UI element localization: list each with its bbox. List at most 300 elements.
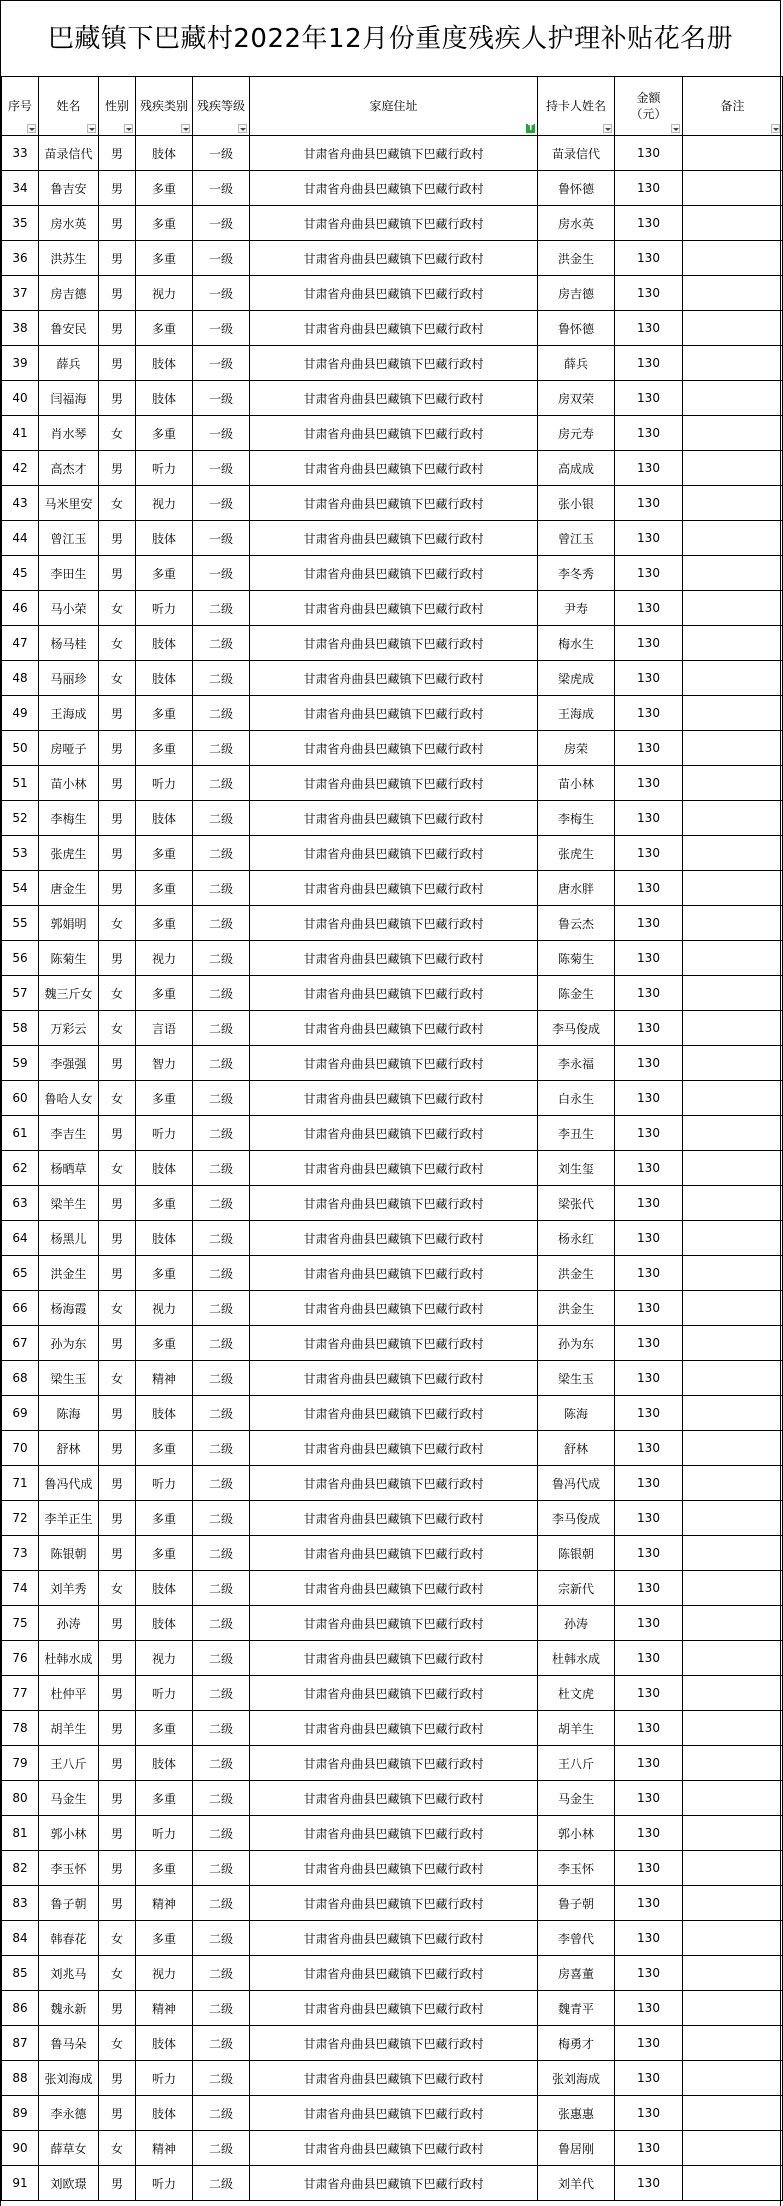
cell-category[interactable]: 言语	[136, 1011, 193, 1046]
cell-seq[interactable]: 35	[2, 206, 39, 241]
cell-seq[interactable]: 72	[2, 1501, 39, 1536]
cell-remark[interactable]	[683, 1921, 783, 1956]
cell-address[interactable]: 甘肃省舟曲县巴藏镇下巴藏行政村	[250, 416, 538, 451]
cell-seq[interactable]: 76	[2, 1641, 39, 1676]
cell-seq[interactable]: 58	[2, 1011, 39, 1046]
cell-category[interactable]: 听力	[136, 1676, 193, 1711]
cell-sex[interactable]: 男	[99, 1991, 136, 2026]
cell-amount[interactable]: 130	[615, 871, 683, 906]
cell-amount[interactable]: 130	[615, 206, 683, 241]
cell-grade[interactable]: 二级	[193, 871, 250, 906]
cell-remark[interactable]	[683, 1571, 783, 1606]
cell-amount[interactable]: 130	[615, 1816, 683, 1851]
cell-remark[interactable]	[683, 1711, 783, 1746]
cell-grade[interactable]: 二级	[193, 1326, 250, 1361]
cell-name[interactable]: 刘兆马	[39, 1956, 99, 1991]
cell-address[interactable]: 甘肃省舟曲县巴藏镇下巴藏行政村	[250, 1571, 538, 1606]
cell-address[interactable]: 甘肃省舟曲县巴藏镇下巴藏行政村	[250, 1536, 538, 1571]
cell-sex[interactable]: 女	[99, 1921, 136, 1956]
cell-remark[interactable]	[683, 696, 783, 731]
cell-amount[interactable]: 130	[615, 346, 683, 381]
cell-holder[interactable]: 白永生	[538, 1081, 615, 1116]
cell-holder[interactable]: 唐水胖	[538, 871, 615, 906]
cell-sex[interactable]: 男	[99, 1781, 136, 1816]
cell-category[interactable]: 视力	[136, 1641, 193, 1676]
cell-sex[interactable]: 女	[99, 626, 136, 661]
cell-grade[interactable]: 一级	[193, 311, 250, 346]
cell-remark[interactable]	[683, 1851, 783, 1886]
cell-address[interactable]: 甘肃省舟曲县巴藏镇下巴藏行政村	[250, 1886, 538, 1921]
cell-holder[interactable]: 洪金生	[538, 241, 615, 276]
cell-name[interactable]: 鲁冯代成	[39, 1466, 99, 1501]
cell-holder[interactable]: 马金生	[538, 1781, 615, 1816]
cell-remark[interactable]	[683, 2131, 783, 2166]
filter-dropdown-icon[interactable]	[124, 124, 133, 133]
cell-address[interactable]: 甘肃省舟曲县巴藏镇下巴藏行政村	[250, 1186, 538, 1221]
cell-category[interactable]: 多重	[136, 1081, 193, 1116]
cell-name[interactable]: 孙为东	[39, 1326, 99, 1361]
cell-sex[interactable]: 男	[99, 346, 136, 381]
cell-grade[interactable]: 一级	[193, 451, 250, 486]
cell-seq[interactable]: 50	[2, 731, 39, 766]
cell-remark[interactable]	[683, 1396, 783, 1431]
cell-category[interactable]: 多重	[136, 206, 193, 241]
cell-holder[interactable]: 鲁子朝	[538, 1886, 615, 1921]
cell-category[interactable]: 多重	[136, 976, 193, 1011]
cell-grade[interactable]: 二级	[193, 696, 250, 731]
cell-holder[interactable]: 张惠惠	[538, 2096, 615, 2131]
cell-remark[interactable]	[683, 136, 783, 171]
cell-holder[interactable]: 王八斤	[538, 1746, 615, 1781]
cell-name[interactable]: 杜仲平	[39, 1676, 99, 1711]
cell-sex[interactable]: 男	[99, 871, 136, 906]
cell-seq[interactable]: 39	[2, 346, 39, 381]
cell-grade[interactable]: 一级	[193, 346, 250, 381]
cell-seq[interactable]: 78	[2, 1711, 39, 1746]
filter-active-icon[interactable]	[526, 124, 535, 133]
cell-category[interactable]: 肢体	[136, 1746, 193, 1781]
cell-amount[interactable]: 130	[615, 696, 683, 731]
cell-remark[interactable]	[683, 1676, 783, 1711]
cell-grade[interactable]: 二级	[193, 1606, 250, 1641]
cell-seq[interactable]: 52	[2, 801, 39, 836]
cell-name[interactable]: 马米里安	[39, 486, 99, 521]
cell-seq[interactable]: 77	[2, 1676, 39, 1711]
cell-name[interactable]: 张虎生	[39, 836, 99, 871]
cell-sex[interactable]: 男	[99, 241, 136, 276]
cell-seq[interactable]: 65	[2, 1256, 39, 1291]
column-header-name[interactable]	[39, 77, 99, 136]
cell-grade[interactable]: 二级	[193, 1081, 250, 1116]
cell-address[interactable]: 甘肃省舟曲县巴藏镇下巴藏行政村	[250, 731, 538, 766]
cell-address[interactable]: 甘肃省舟曲县巴藏镇下巴藏行政村	[250, 2166, 538, 2201]
cell-holder[interactable]: 孙涛	[538, 1606, 615, 1641]
cell-grade[interactable]: 二级	[193, 661, 250, 696]
cell-sex[interactable]: 男	[99, 1396, 136, 1431]
cell-holder[interactable]: 李马俊成	[538, 1501, 615, 1536]
cell-remark[interactable]	[683, 1746, 783, 1781]
cell-amount[interactable]: 130	[615, 171, 683, 206]
cell-amount[interactable]: 130	[615, 556, 683, 591]
cell-name[interactable]: 鲁子朝	[39, 1886, 99, 1921]
cell-remark[interactable]	[683, 1606, 783, 1641]
cell-name[interactable]: 鲁马朵	[39, 2026, 99, 2061]
cell-remark[interactable]	[683, 836, 783, 871]
cell-name[interactable]: 孙涛	[39, 1606, 99, 1641]
cell-seq[interactable]: 81	[2, 1816, 39, 1851]
cell-address[interactable]: 甘肃省舟曲县巴藏镇下巴藏行政村	[250, 941, 538, 976]
cell-seq[interactable]: 34	[2, 171, 39, 206]
cell-name[interactable]: 杨海霞	[39, 1291, 99, 1326]
cell-amount[interactable]: 130	[615, 976, 683, 1011]
cell-sex[interactable]: 男	[99, 2061, 136, 2096]
cell-seq[interactable]: 82	[2, 1851, 39, 1886]
cell-amount[interactable]: 130	[615, 1466, 683, 1501]
cell-address[interactable]: 甘肃省舟曲县巴藏镇下巴藏行政村	[250, 626, 538, 661]
cell-sex[interactable]: 女	[99, 1151, 136, 1186]
cell-amount[interactable]: 130	[615, 2096, 683, 2131]
cell-name[interactable]: 马丽珍	[39, 661, 99, 696]
cell-category[interactable]: 多重	[136, 311, 193, 346]
cell-address[interactable]: 甘肃省舟曲县巴藏镇下巴藏行政村	[250, 661, 538, 696]
cell-amount[interactable]: 130	[615, 311, 683, 346]
cell-holder[interactable]: 杜文虎	[538, 1676, 615, 1711]
cell-holder[interactable]: 房元寿	[538, 416, 615, 451]
cell-name[interactable]: 胡羊生	[39, 1711, 99, 1746]
cell-holder[interactable]: 李马俊成	[538, 1011, 615, 1046]
cell-sex[interactable]: 男	[99, 1536, 136, 1571]
cell-amount[interactable]: 130	[615, 1536, 683, 1571]
cell-holder[interactable]: 陈金生	[538, 976, 615, 1011]
cell-seq[interactable]: 68	[2, 1361, 39, 1396]
cell-address[interactable]: 甘肃省舟曲县巴藏镇下巴藏行政村	[250, 906, 538, 941]
cell-category[interactable]: 肢体	[136, 1571, 193, 1606]
cell-sex[interactable]: 男	[99, 556, 136, 591]
cell-remark[interactable]	[683, 241, 783, 276]
cell-sex[interactable]: 男	[99, 1221, 136, 1256]
cell-name[interactable]: 房吉德	[39, 276, 99, 311]
cell-address[interactable]: 甘肃省舟曲县巴藏镇下巴藏行政村	[250, 1431, 538, 1466]
cell-category[interactable]: 肢体	[136, 1151, 193, 1186]
cell-remark[interactable]	[683, 1116, 783, 1151]
cell-holder[interactable]: 孙为东	[538, 1326, 615, 1361]
cell-category[interactable]: 多重	[136, 1536, 193, 1571]
cell-sex[interactable]: 男	[99, 276, 136, 311]
cell-address[interactable]: 甘肃省舟曲县巴藏镇下巴藏行政村	[250, 2131, 538, 2166]
cell-remark[interactable]	[683, 1186, 783, 1221]
cell-amount[interactable]: 130	[615, 1361, 683, 1396]
cell-name[interactable]: 张刘海成	[39, 2061, 99, 2096]
cell-amount[interactable]: 130	[615, 1886, 683, 1921]
cell-address[interactable]: 甘肃省舟曲县巴藏镇下巴藏行政村	[250, 1641, 538, 1676]
cell-amount[interactable]: 130	[615, 1956, 683, 1991]
cell-remark[interactable]	[683, 2026, 783, 2061]
cell-amount[interactable]: 130	[615, 2131, 683, 2166]
cell-holder[interactable]: 尹寿	[538, 591, 615, 626]
cell-seq[interactable]: 55	[2, 906, 39, 941]
cell-remark[interactable]	[683, 381, 783, 416]
cell-category[interactable]: 多重	[136, 906, 193, 941]
cell-seq[interactable]: 67	[2, 1326, 39, 1361]
cell-amount[interactable]: 130	[615, 626, 683, 661]
cell-holder[interactable]: 陈银朝	[538, 1536, 615, 1571]
cell-grade[interactable]: 二级	[193, 1151, 250, 1186]
cell-address[interactable]: 甘肃省舟曲县巴藏镇下巴藏行政村	[250, 1816, 538, 1851]
cell-seq[interactable]: 79	[2, 1746, 39, 1781]
cell-category[interactable]: 视力	[136, 941, 193, 976]
cell-category[interactable]: 多重	[136, 416, 193, 451]
cell-category[interactable]: 多重	[136, 836, 193, 871]
cell-amount[interactable]: 130	[615, 1851, 683, 1886]
cell-sex[interactable]: 男	[99, 206, 136, 241]
cell-holder[interactable]: 杨永红	[538, 1221, 615, 1256]
cell-remark[interactable]	[683, 521, 783, 556]
cell-holder[interactable]: 高成成	[538, 451, 615, 486]
cell-category[interactable]: 多重	[136, 1431, 193, 1466]
cell-address[interactable]: 甘肃省舟曲县巴藏镇下巴藏行政村	[250, 1466, 538, 1501]
cell-name[interactable]: 鲁哈人女	[39, 1081, 99, 1116]
cell-category[interactable]: 多重	[136, 556, 193, 591]
cell-seq[interactable]: 54	[2, 871, 39, 906]
cell-sex[interactable]: 男	[99, 521, 136, 556]
cell-name[interactable]: 陈银朝	[39, 1536, 99, 1571]
cell-holder[interactable]: 李梅生	[538, 801, 615, 836]
column-header-category[interactable]	[136, 77, 193, 136]
cell-category[interactable]: 听力	[136, 2166, 193, 2201]
cell-remark[interactable]	[683, 2166, 783, 2201]
cell-grade[interactable]: 二级	[193, 1396, 250, 1431]
cell-category[interactable]: 肢体	[136, 346, 193, 381]
cell-holder[interactable]: 房水英	[538, 206, 615, 241]
cell-name[interactable]: 薛兵	[39, 346, 99, 381]
cell-name[interactable]: 苗小林	[39, 766, 99, 801]
cell-grade[interactable]: 一级	[193, 381, 250, 416]
cell-remark[interactable]	[683, 416, 783, 451]
cell-holder[interactable]: 张虎生	[538, 836, 615, 871]
cell-name[interactable]: 唐金生	[39, 871, 99, 906]
cell-address[interactable]: 甘肃省舟曲县巴藏镇下巴藏行政村	[250, 451, 538, 486]
cell-grade[interactable]: 一级	[193, 486, 250, 521]
cell-name[interactable]: 舒林	[39, 1431, 99, 1466]
cell-amount[interactable]: 130	[615, 1571, 683, 1606]
cell-remark[interactable]	[683, 451, 783, 486]
cell-amount[interactable]: 130	[615, 1396, 683, 1431]
cell-sex[interactable]: 女	[99, 906, 136, 941]
cell-seq[interactable]: 41	[2, 416, 39, 451]
cell-sex[interactable]: 男	[99, 1046, 136, 1081]
filter-dropdown-icon[interactable]	[671, 124, 680, 133]
cell-sex[interactable]: 男	[99, 1676, 136, 1711]
cell-name[interactable]: 刘欧璟	[39, 2166, 99, 2201]
cell-holder[interactable]: 郭小林	[538, 1816, 615, 1851]
cell-sex[interactable]: 女	[99, 1081, 136, 1116]
cell-grade[interactable]: 二级	[193, 2061, 250, 2096]
cell-seq[interactable]: 61	[2, 1116, 39, 1151]
cell-address[interactable]: 甘肃省舟曲县巴藏镇下巴藏行政村	[250, 1501, 538, 1536]
cell-address[interactable]: 甘肃省舟曲县巴藏镇下巴藏行政村	[250, 276, 538, 311]
cell-amount[interactable]: 130	[615, 731, 683, 766]
filter-dropdown-icon[interactable]	[27, 124, 36, 133]
cell-remark[interactable]	[683, 591, 783, 626]
column-header-grade[interactable]	[193, 77, 250, 136]
cell-address[interactable]: 甘肃省舟曲县巴藏镇下巴藏行政村	[250, 486, 538, 521]
cell-name[interactable]: 杨黑儿	[39, 1221, 99, 1256]
cell-remark[interactable]	[683, 1046, 783, 1081]
cell-remark[interactable]	[683, 941, 783, 976]
cell-amount[interactable]: 130	[615, 2026, 683, 2061]
cell-holder[interactable]: 舒林	[538, 1431, 615, 1466]
cell-amount[interactable]: 130	[615, 1116, 683, 1151]
cell-holder[interactable]: 张刘海成	[538, 2061, 615, 2096]
cell-sex[interactable]: 女	[99, 591, 136, 626]
cell-name[interactable]: 梁羊生	[39, 1186, 99, 1221]
cell-seq[interactable]: 84	[2, 1921, 39, 1956]
cell-remark[interactable]	[683, 311, 783, 346]
cell-category[interactable]: 视力	[136, 276, 193, 311]
cell-name[interactable]: 肖水琴	[39, 416, 99, 451]
cell-remark[interactable]	[683, 871, 783, 906]
cell-remark[interactable]	[683, 1081, 783, 1116]
cell-address[interactable]: 甘肃省舟曲县巴藏镇下巴藏行政村	[250, 521, 538, 556]
cell-name[interactable]: 高杰才	[39, 451, 99, 486]
cell-holder[interactable]: 薛兵	[538, 346, 615, 381]
cell-seq[interactable]: 74	[2, 1571, 39, 1606]
cell-holder[interactable]: 李冬秀	[538, 556, 615, 591]
cell-grade[interactable]: 二级	[193, 1291, 250, 1326]
cell-name[interactable]: 万彩云	[39, 1011, 99, 1046]
cell-grade[interactable]: 二级	[193, 1571, 250, 1606]
cell-name[interactable]: 陈海	[39, 1396, 99, 1431]
cell-address[interactable]: 甘肃省舟曲县巴藏镇下巴藏行政村	[250, 136, 538, 171]
cell-amount[interactable]: 130	[615, 1781, 683, 1816]
cell-sex[interactable]: 女	[99, 1361, 136, 1396]
cell-seq[interactable]: 33	[2, 136, 39, 171]
cell-category[interactable]: 精神	[136, 2131, 193, 2166]
cell-remark[interactable]	[683, 906, 783, 941]
cell-amount[interactable]: 130	[615, 1606, 683, 1641]
cell-grade[interactable]: 二级	[193, 2166, 250, 2201]
cell-category[interactable]: 多重	[136, 1186, 193, 1221]
cell-seq[interactable]: 38	[2, 311, 39, 346]
cell-holder[interactable]: 鲁云杰	[538, 906, 615, 941]
cell-grade[interactable]: 二级	[193, 1221, 250, 1256]
cell-address[interactable]: 甘肃省舟曲县巴藏镇下巴藏行政村	[250, 766, 538, 801]
cell-remark[interactable]	[683, 801, 783, 836]
cell-category[interactable]: 听力	[136, 1816, 193, 1851]
cell-grade[interactable]: 一级	[193, 521, 250, 556]
cell-address[interactable]: 甘肃省舟曲县巴藏镇下巴藏行政村	[250, 1921, 538, 1956]
cell-holder[interactable]: 房荣	[538, 731, 615, 766]
cell-holder[interactable]: 房喜董	[538, 1956, 615, 1991]
cell-address[interactable]: 甘肃省舟曲县巴藏镇下巴藏行政村	[250, 1956, 538, 1991]
cell-grade[interactable]: 二级	[193, 906, 250, 941]
cell-remark[interactable]	[683, 556, 783, 591]
cell-sex[interactable]: 男	[99, 1186, 136, 1221]
cell-remark[interactable]	[683, 346, 783, 381]
cell-sex[interactable]: 男	[99, 451, 136, 486]
cell-category[interactable]: 精神	[136, 1361, 193, 1396]
cell-holder[interactable]: 鲁怀德	[538, 171, 615, 206]
cell-holder[interactable]: 梁生玉	[538, 1361, 615, 1396]
cell-remark[interactable]	[683, 1501, 783, 1536]
cell-grade[interactable]: 二级	[193, 1851, 250, 1886]
cell-category[interactable]: 肢体	[136, 521, 193, 556]
filter-dropdown-icon[interactable]	[603, 124, 612, 133]
cell-address[interactable]: 甘肃省舟曲县巴藏镇下巴藏行政村	[250, 1151, 538, 1186]
cell-sex[interactable]: 男	[99, 381, 136, 416]
cell-name[interactable]: 郭小林	[39, 1816, 99, 1851]
cell-holder[interactable]: 宗新代	[538, 1571, 615, 1606]
cell-grade[interactable]: 二级	[193, 1886, 250, 1921]
cell-address[interactable]: 甘肃省舟曲县巴藏镇下巴藏行政村	[250, 2096, 538, 2131]
cell-amount[interactable]: 130	[615, 1431, 683, 1466]
cell-name[interactable]: 李羊正生	[39, 1501, 99, 1536]
cell-name[interactable]: 鲁安民	[39, 311, 99, 346]
cell-grade[interactable]: 二级	[193, 1256, 250, 1291]
cell-amount[interactable]: 130	[615, 2061, 683, 2096]
cell-holder[interactable]: 洪金生	[538, 1256, 615, 1291]
cell-grade[interactable]: 二级	[193, 1116, 250, 1151]
cell-name[interactable]: 李吉生	[39, 1116, 99, 1151]
cell-holder[interactable]: 刘羊代	[538, 2166, 615, 2201]
cell-seq[interactable]: 91	[2, 2166, 39, 2201]
cell-category[interactable]: 精神	[136, 1991, 193, 2026]
cell-address[interactable]: 甘肃省舟曲县巴藏镇下巴藏行政村	[250, 1396, 538, 1431]
cell-amount[interactable]: 130	[615, 1746, 683, 1781]
cell-address[interactable]: 甘肃省舟曲县巴藏镇下巴藏行政村	[250, 1991, 538, 2026]
cell-remark[interactable]	[683, 1816, 783, 1851]
cell-amount[interactable]: 130	[615, 661, 683, 696]
cell-seq[interactable]: 70	[2, 1431, 39, 1466]
cell-name[interactable]: 闫福海	[39, 381, 99, 416]
cell-amount[interactable]: 130	[615, 1186, 683, 1221]
cell-amount[interactable]: 130	[615, 1921, 683, 1956]
cell-amount[interactable]: 130	[615, 1501, 683, 1536]
cell-address[interactable]: 甘肃省舟曲县巴藏镇下巴藏行政村	[250, 206, 538, 241]
cell-remark[interactable]	[683, 1991, 783, 2026]
cell-grade[interactable]: 二级	[193, 591, 250, 626]
cell-remark[interactable]	[683, 171, 783, 206]
cell-amount[interactable]: 130	[615, 1046, 683, 1081]
cell-amount[interactable]: 130	[615, 1676, 683, 1711]
cell-remark[interactable]	[683, 1956, 783, 1991]
cell-name[interactable]: 洪苏生	[39, 241, 99, 276]
cell-grade[interactable]: 二级	[193, 1746, 250, 1781]
cell-seq[interactable]: 87	[2, 2026, 39, 2061]
cell-remark[interactable]	[683, 1431, 783, 1466]
column-header-address[interactable]	[250, 77, 538, 136]
cell-remark[interactable]	[683, 766, 783, 801]
cell-sex[interactable]: 女	[99, 486, 136, 521]
cell-amount[interactable]: 130	[615, 1151, 683, 1186]
cell-address[interactable]: 甘肃省舟曲县巴藏镇下巴藏行政村	[250, 1606, 538, 1641]
cell-seq[interactable]: 88	[2, 2061, 39, 2096]
cell-remark[interactable]	[683, 2096, 783, 2131]
cell-seq[interactable]: 63	[2, 1186, 39, 1221]
cell-name[interactable]: 刘羊秀	[39, 1571, 99, 1606]
cell-remark[interactable]	[683, 661, 783, 696]
cell-address[interactable]: 甘肃省舟曲县巴藏镇下巴藏行政村	[250, 1711, 538, 1746]
cell-category[interactable]: 精神	[136, 1886, 193, 1921]
cell-amount[interactable]: 130	[615, 451, 683, 486]
cell-seq[interactable]: 36	[2, 241, 39, 276]
cell-remark[interactable]	[683, 1781, 783, 1816]
cell-address[interactable]: 甘肃省舟曲县巴藏镇下巴藏行政村	[250, 311, 538, 346]
cell-seq[interactable]: 73	[2, 1536, 39, 1571]
cell-category[interactable]: 多重	[136, 696, 193, 731]
cell-sex[interactable]: 女	[99, 2026, 136, 2061]
cell-address[interactable]: 甘肃省舟曲县巴藏镇下巴藏行政村	[250, 1256, 538, 1291]
